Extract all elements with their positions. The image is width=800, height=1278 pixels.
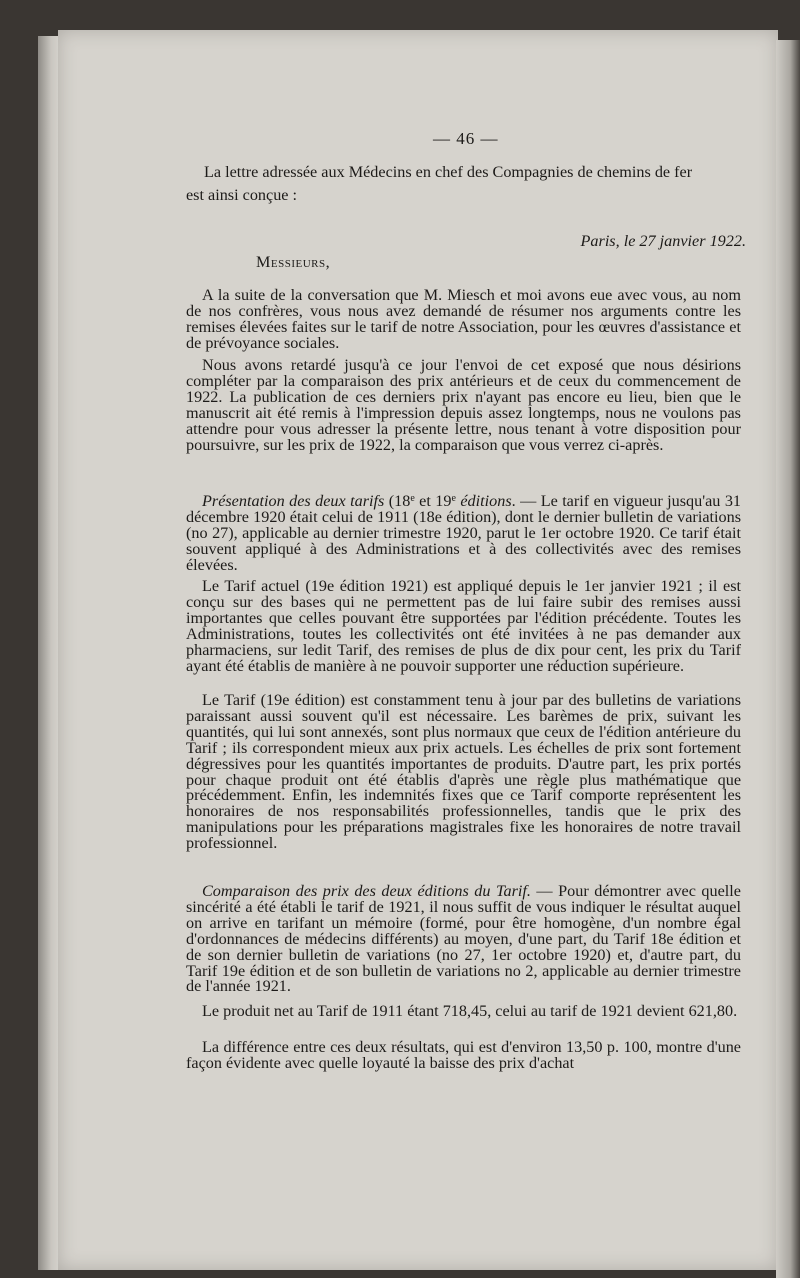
intro-line-2: est ainsi conçue :	[186, 186, 298, 204]
p3-sup-2: e	[451, 493, 456, 504]
salutation: Messieurs,	[256, 253, 331, 271]
paragraph-6	[186, 884, 741, 995]
dateline: Paris, le 27 janvier 1922.	[580, 232, 746, 250]
paragraph-4: Le Tarif actuel (19e édition 1921) est appliqué depuis le 1er janvier 1921 ; il est conçu sur des bases qui ne permettent pas de lui faire subir des remises aussi importantes que celles pouvant être supportées par l'édition précédente. Toutes les Administrations, toutes les collectivités ont été invitées à ne pas demander aux pharmaciens, sur ledit Tarif, des remises de plus de dix pour cent, les prix du Tarif ayant été établis de manière à ne pouvoir supporter une réduction supérieure.	[186, 577, 741, 675]
page-left-edge	[38, 36, 60, 1270]
paragraph-5: Le Tarif (19e édition) est constamment tenu à jour par des bulletins de variations paraissant aussi souvent qu'il est nécessaire. Les barèmes de prix, suivant les quantités, qui lui sont annexés, sont plus normaux que ceux de l'édition antérieure du Tarif ; ils correspondent mieux aux prix actuels. Les échelles de prix sont fortement dégressives pour les quantités importantes de produits. D'autre part, les prix portés pour chaque produit ont été établis d'après une règle plus mathématique que précédemment. Enfin, les indemnités fixes que ce Tarif comporte représentent les honoraires de nos responsabilités professionnelles, tandis que le prix des manipulations pour les préparations magistrales fixe les honoraires de notre travail professionnel.	[186, 691, 741, 853]
page-number: — 46 —	[433, 129, 499, 148]
intro-line-1: La lettre adressée aux Médecins en chef des Compagnies de chemins de fer	[204, 163, 693, 181]
paragraph-2: Nous avons retardé jusqu'à ce jour l'envoi de cet exposé que nous désirions compléter par la comparaison des prix antérieurs et de ceux du commencement de 1922. La publication de ces derniers prix n'ayant pas encore eu lieu, bien que le manuscrit ait été remis à l'impression depuis assez longtemps, nous ne voulons pas attendre pour vous adresser la présente lettre, nous tenant à votre disposition pour poursuivre, sur les prix de 1922, la comparaison que vous verrez ci-après.	[186, 356, 741, 454]
paragraph-1: A la suite de la conversation que M. Miesch et moi avons eue avec vous, au nom de nos confrères, vous nous avez demandé de résumer nos arguments contre les remises élevées faites sur le tarif de notre Association, pour les œuvres d'assistance et de prévoyance sociales.	[186, 286, 741, 352]
paragraph-8: La différence entre ces deux résultats, qui est d'environ 13,50 p. 100, montre d'une façon évidente avec quelle loyauté la baisse des prix d'achat	[186, 1038, 741, 1072]
paragraph-7: Le produit net au Tarif de 1911 étant 718,45, celui au tarif de 1921 devient 621,80.	[202, 1002, 738, 1020]
p3-mid: (18	[384, 492, 411, 510]
section-heading-presentation: Présentation des deux tarifs	[202, 492, 385, 510]
p3-and: et 19	[414, 492, 452, 510]
paragraph-3	[186, 494, 741, 574]
page-right-edge	[776, 40, 800, 1278]
section-heading-comparaison: Comparaison des prix des deux éditions du Tarif.	[202, 882, 531, 900]
p3-body: . — Le tarif en vigueur jusqu'au 31 décembre 1920 était celui de 1911 (18e édition), dont le dernier bulletin de variations (no 27), applicable au dernier trimestre 1920, parut le 1er octobre 1920. Ce tarif était souvent appliqué à des Administrations et à des collectivités avec des remises élevées.	[186, 492, 742, 574]
p6-body: — Pour démontrer avec quelle sincérité a été établi le tarif de 1921, il nous suffit de vous indiquer le résultat auquel on arrive en tarifant un mémoire (formé, pour être homogène, d'un nombre égal d'ordonnances de médecins différents) au moyen, d'une part, du Tarif 18e édition et de son dernier bulletin de variations (no 27, 1er octobre 1920) et, d'autre part, du Tarif 19e édition et de son bulletin de variations no 2, applicable au dernier trimestre de l'année 1921.	[186, 882, 741, 996]
p3-sup-1: e	[410, 493, 415, 504]
p3-editions: éditions	[455, 492, 512, 510]
